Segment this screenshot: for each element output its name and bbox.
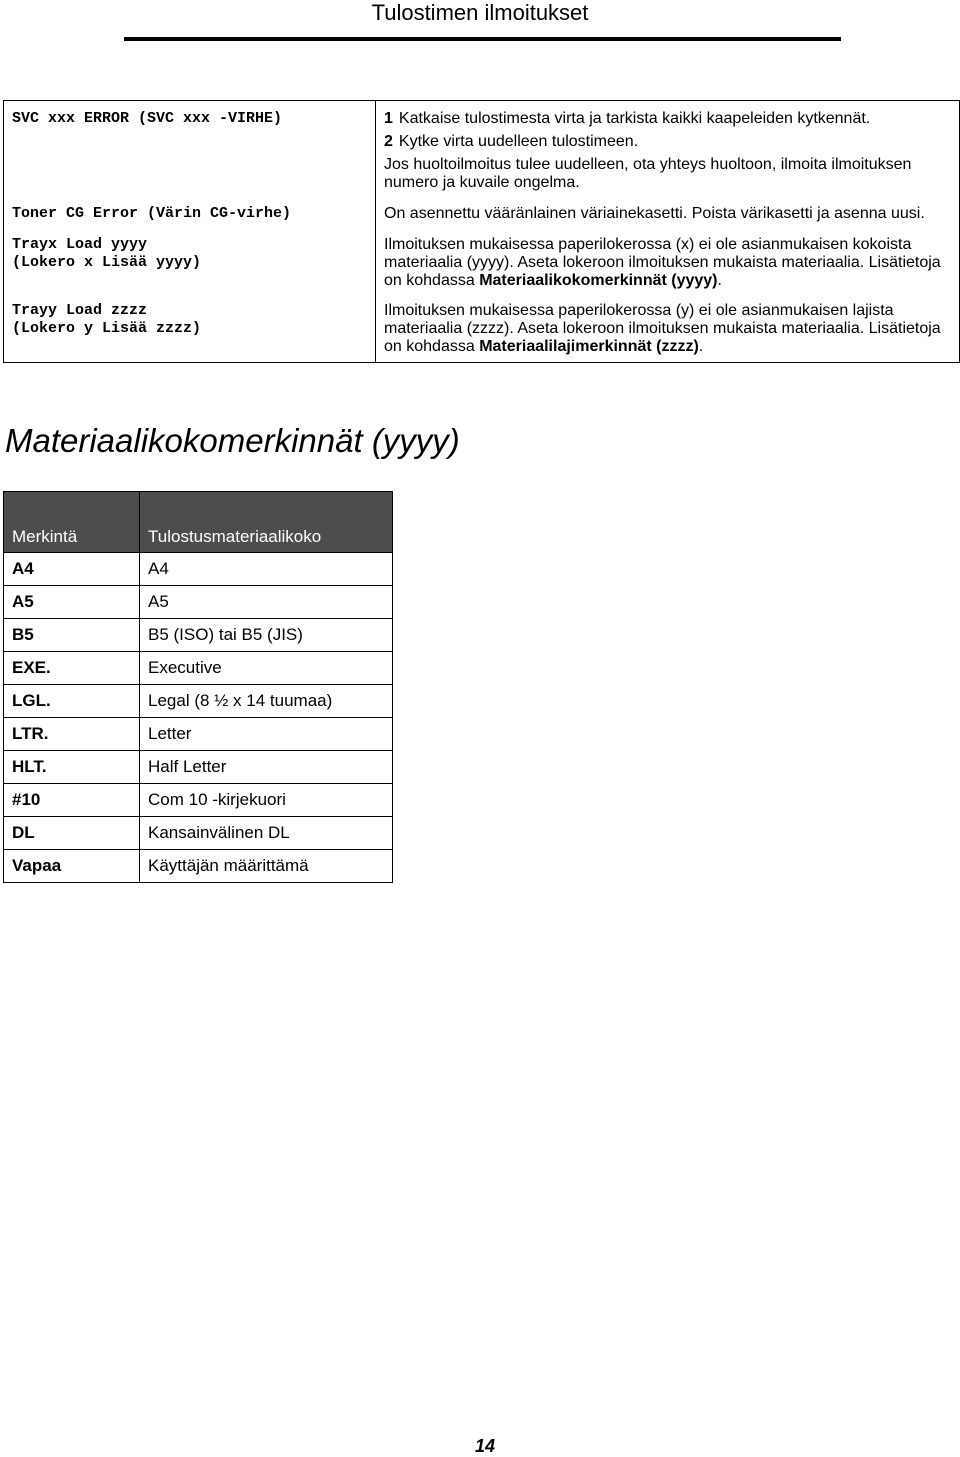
cross-reference-link[interactable]: Materiaalikokomerkinnät (yyyy) <box>479 272 718 289</box>
size-description: A5 <box>140 586 393 619</box>
page-header-title: Tulostimen ilmoitukset <box>371 0 589 25</box>
message-description-cell <box>376 227 960 294</box>
printer-messages-table <box>3 100 960 363</box>
table-row <box>4 685 393 718</box>
size-description: Letter <box>140 718 393 751</box>
message-row <box>4 101 960 197</box>
size-code: HLT. <box>4 751 140 784</box>
message-description: On asennettu vääränlainen väriainekasetti. Poista värikasetti ja asenna uusi. <box>384 205 925 222</box>
message-code-cell <box>4 227 376 294</box>
message-code: Toner CG Error (Värin CG-virhe) <box>12 205 292 222</box>
size-description: Käyttäjän määrittämä <box>140 850 393 883</box>
message-code-cell <box>4 101 376 197</box>
size-code: LTR. <box>4 718 140 751</box>
cross-reference-link[interactable]: Materiaalilajimerkinnät (zzzz) <box>479 338 699 355</box>
table-row <box>4 586 393 619</box>
message-row <box>4 227 960 294</box>
size-description: Kansainvälinen DL <box>140 817 393 850</box>
size-code: A5 <box>4 586 140 619</box>
size-description: A4 <box>140 553 393 586</box>
step-number: 2 <box>384 133 393 150</box>
size-code: A4 <box>4 553 140 586</box>
message-description: Ilmoituksen mukaisessa paperilokerossa (x) ei ole asianmukaisen kokoista materiaalia (yyyy). Aseta lokeroon ilmoituksen mukaista materiaalia. Lisätietoja on kohdassa Materiaalikokomerkinnät (yyyy). <box>384 236 941 289</box>
step-item <box>384 110 953 128</box>
step-text: Katkaise tulostimesta virta ja tarkista kaikki kaapeleiden kytkennät. <box>398 110 871 127</box>
size-description: Executive <box>140 652 393 685</box>
message-code: Trayy Load zzzz <box>12 302 148 319</box>
table-row <box>4 619 393 652</box>
table-row <box>4 784 393 817</box>
message-row <box>4 294 960 363</box>
message-description: Ilmoituksen mukaisessa paperilokerossa (y) ei ole asianmukaisen lajista materiaalia (zzzz). Aseta lokeroon ilmoituksen mukaista materiaalia. Lisätietoja on kohdassa Materiaalilajimerkinnät (zzzz). <box>384 302 941 355</box>
step-text: Kytke virta uudelleen tulostimeen. <box>398 133 639 150</box>
paper-size-table <box>3 491 393 883</box>
table-row <box>4 751 393 784</box>
message-row <box>4 196 960 227</box>
size-description: Legal (8 ½ x 14 tuumaa) <box>140 685 393 718</box>
section-heading: Materiaalikokomerkinnät (yyyy) <box>5 422 460 459</box>
message-description-cell <box>376 294 960 363</box>
message-code: SVC xxx ERROR (SVC xxx -VIRHE) <box>12 110 283 127</box>
size-description: Com 10 -kirjekuori <box>140 784 393 817</box>
step-number: 1 <box>384 110 393 127</box>
size-description: Half Letter <box>140 751 393 784</box>
size-code: EXE. <box>4 652 140 685</box>
size-code: B5 <box>4 619 140 652</box>
message-code-translation: (Lokero y Lisää zzzz) <box>12 320 202 337</box>
header-rule <box>124 37 841 41</box>
table-header-row <box>4 492 393 553</box>
size-description: B5 (ISO) tai B5 (JIS) <box>140 619 393 652</box>
table-row <box>4 850 393 883</box>
step-item <box>384 133 953 151</box>
column-header: Merkintä <box>4 492 140 553</box>
message-code-cell <box>4 294 376 363</box>
message-code-translation: (Lokero x Lisää yyyy) <box>12 254 202 271</box>
page-number: 14 <box>474 1436 496 1456</box>
message-code: Trayx Load yyyy <box>12 236 148 253</box>
size-code: DL <box>4 817 140 850</box>
size-code: LGL. <box>4 685 140 718</box>
table-row <box>4 553 393 586</box>
size-code: Vapaa <box>4 850 140 883</box>
message-description-cell <box>376 101 960 197</box>
message-description-cell <box>376 196 960 227</box>
size-code: #10 <box>4 784 140 817</box>
table-row <box>4 817 393 850</box>
table-row <box>4 718 393 751</box>
column-header: Tulostusmateriaalikoko <box>140 492 393 553</box>
message-code-cell <box>4 196 376 227</box>
message-note: Jos huoltoilmoitus tulee uudelleen, ota yhteys huoltoon, ilmoita ilmoituksen numero ja kuvaile ongelma. <box>384 156 912 191</box>
table-row <box>4 652 393 685</box>
